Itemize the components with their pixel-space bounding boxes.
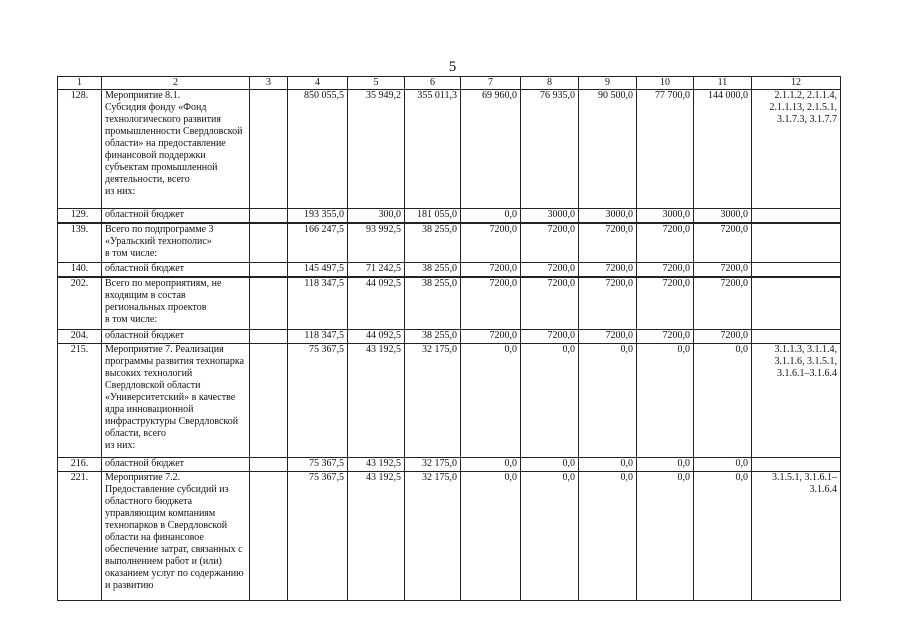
col-7-value: 0,0 <box>461 458 521 472</box>
row-number: 139. <box>58 223 102 263</box>
col-7-value: 0,0 <box>461 209 521 224</box>
col-9-value: 3000,0 <box>579 209 637 224</box>
col-4-value: 850 055,5 <box>288 90 348 209</box>
col-6-value: 32 175,0 <box>405 344 461 458</box>
col-11-value: 3000,0 <box>694 209 752 224</box>
col-10-value: 77 700,0 <box>637 90 694 209</box>
col-9-value: 0,0 <box>579 344 637 458</box>
col-7-value: 7200,0 <box>461 263 521 278</box>
col-10-value: 3000,0 <box>637 209 694 224</box>
col-9-value: 7200,0 <box>579 330 637 344</box>
col-11-value: 0,0 <box>694 344 752 458</box>
col-3-value <box>250 209 288 224</box>
col-9-value: 7200,0 <box>579 263 637 278</box>
col-6-value: 32 175,0 <box>405 472 461 601</box>
col-6-value: 38 255,0 <box>405 330 461 344</box>
table-row <box>58 344 841 458</box>
col-10-value: 7200,0 <box>637 223 694 263</box>
table-row <box>58 472 841 601</box>
col-4-value: 118 347,5 <box>288 277 348 330</box>
col-5-value: 71 242,5 <box>348 263 405 278</box>
col-11-value: 7200,0 <box>694 223 752 263</box>
col-5-value: 44 092,5 <box>348 330 405 344</box>
col-9-value: 7200,0 <box>579 277 637 330</box>
col-7-value: 7200,0 <box>461 223 521 263</box>
col-5-value: 93 992,5 <box>348 223 405 263</box>
header-cell: 8 <box>521 77 579 90</box>
item-name: Всего по подпрограмме 3 «Уральский технополис» в том числе: <box>102 223 250 263</box>
col-9-value: 90 500,0 <box>579 90 637 209</box>
header-cell: 7 <box>461 77 521 90</box>
col-6-value: 32 175,0 <box>405 458 461 472</box>
col-11-value: 7200,0 <box>694 277 752 330</box>
col-10-value: 7200,0 <box>637 330 694 344</box>
item-name: Мероприятие 8.1. Субсидия фонду «Фонд технологического развития промышленности Свердловской области» на предоставление финансовой поддержки субъектам промышленной деятельности, всего из них: <box>102 90 250 209</box>
col-4-value: 193 355,0 <box>288 209 348 224</box>
col-9-value: 0,0 <box>579 472 637 601</box>
row-number: 128. <box>58 90 102 209</box>
table-row <box>58 223 841 263</box>
col-5-value: 35 949,2 <box>348 90 405 209</box>
col-5-value: 44 092,5 <box>348 277 405 330</box>
item-name: областной бюджет <box>102 458 250 472</box>
header-cell: 1 <box>58 77 102 90</box>
row-number: 129. <box>58 209 102 224</box>
col-3-value <box>250 344 288 458</box>
col-7-value: 0,0 <box>461 344 521 458</box>
col-6-value: 181 055,0 <box>405 209 461 224</box>
col-10-value: 0,0 <box>637 344 694 458</box>
col-8-value: 0,0 <box>521 344 579 458</box>
col-10-value: 0,0 <box>637 458 694 472</box>
header-cell: 2 <box>102 77 250 90</box>
row-number: 215. <box>58 344 102 458</box>
col-8-value: 7200,0 <box>521 330 579 344</box>
header-cell: 10 <box>637 77 694 90</box>
table-row <box>58 277 841 330</box>
col-4-value: 75 367,5 <box>288 472 348 601</box>
table-row <box>58 209 841 224</box>
col-8-value: 7200,0 <box>521 223 579 263</box>
table-row <box>58 90 841 209</box>
col-4-value: 145 497,5 <box>288 263 348 278</box>
col-8-value: 7200,0 <box>521 263 579 278</box>
item-name: Мероприятие 7. Реализация программы развития технопарка высоких технологий Свердловской области «Университетский» в качестве ядра инновационной инфраструктуры Свердловской области, всего из них: <box>102 344 250 458</box>
table-row <box>58 458 841 472</box>
page-number: 5 <box>448 59 457 75</box>
row-number: 221. <box>58 472 102 601</box>
item-name: областной бюджет <box>102 263 250 278</box>
col-5-value: 300,0 <box>348 209 405 224</box>
col-7-value: 69 960,0 <box>461 90 521 209</box>
col-11-value: 144 000,0 <box>694 90 752 209</box>
col-4-value: 118 347,5 <box>288 330 348 344</box>
target-indicators <box>752 263 841 278</box>
header-cell: 3 <box>250 77 288 90</box>
item-name: областной бюджет <box>102 330 250 344</box>
col-11-value: 7200,0 <box>694 330 752 344</box>
col-3-value <box>250 330 288 344</box>
col-6-value: 38 255,0 <box>405 223 461 263</box>
header-cell: 11 <box>694 77 752 90</box>
target-indicators <box>752 458 841 472</box>
col-11-value: 0,0 <box>694 458 752 472</box>
column-number-row <box>58 77 841 90</box>
col-7-value: 0,0 <box>461 472 521 601</box>
col-5-value: 43 192,5 <box>348 344 405 458</box>
col-10-value: 7200,0 <box>637 277 694 330</box>
target-indicators: 2.1.1.2, 2.1.1.4, 2.1.1.13, 2.1.5.1, 3.1.7.3, 3.1.7.7 <box>752 90 841 209</box>
col-5-value: 43 192,5 <box>348 458 405 472</box>
col-3-value <box>250 472 288 601</box>
col-8-value: 3000,0 <box>521 209 579 224</box>
col-3-value <box>250 263 288 278</box>
col-3-value <box>250 277 288 330</box>
target-indicators <box>752 223 841 263</box>
col-11-value: 0,0 <box>694 472 752 601</box>
col-11-value: 7200,0 <box>694 263 752 278</box>
col-7-value: 7200,0 <box>461 277 521 330</box>
target-indicators: 3.1.1.3, 3.1.1.4, 3.1.1.6, 3.1.5.1, 3.1.6.1–3.1.6.4 <box>752 344 841 458</box>
target-indicators <box>752 330 841 344</box>
col-10-value: 7200,0 <box>637 263 694 278</box>
target-indicators <box>752 277 841 330</box>
item-name: Всего по мероприятиям, не входящим в состав региональных проектов в том числе: <box>102 277 250 330</box>
item-name: областной бюджет <box>102 209 250 224</box>
col-6-value: 38 255,0 <box>405 263 461 278</box>
col-3-value <box>250 90 288 209</box>
col-6-value: 38 255,0 <box>405 277 461 330</box>
header-cell: 12 <box>752 77 841 90</box>
col-5-value: 43 192,5 <box>348 472 405 601</box>
col-8-value: 76 935,0 <box>521 90 579 209</box>
col-6-value: 355 011,3 <box>405 90 461 209</box>
col-7-value: 7200,0 <box>461 330 521 344</box>
header-cell: 9 <box>579 77 637 90</box>
col-8-value: 7200,0 <box>521 277 579 330</box>
row-number: 202. <box>58 277 102 330</box>
target-indicators <box>752 209 841 224</box>
budget-table <box>57 76 841 601</box>
col-9-value: 7200,0 <box>579 223 637 263</box>
col-4-value: 166 247,5 <box>288 223 348 263</box>
item-name: Мероприятие 7.2. Предоставление субсидий из областного бюджета управляющим компаниям технопарков в Свердловской области на финансовое обеспечение затрат, связанных с выполнением работ и (или) оказанием услуг по содержанию и развитию <box>102 472 250 601</box>
header-cell: 6 <box>405 77 461 90</box>
header-cell: 5 <box>348 77 405 90</box>
row-number: 140. <box>58 263 102 278</box>
table-row <box>58 263 841 278</box>
row-number: 216. <box>58 458 102 472</box>
header-cell: 4 <box>288 77 348 90</box>
table-row <box>58 330 841 344</box>
col-8-value: 0,0 <box>521 458 579 472</box>
col-4-value: 75 367,5 <box>288 458 348 472</box>
target-indicators: 3.1.5.1, 3.1.6.1–3.1.6.4 <box>752 472 841 601</box>
col-4-value: 75 367,5 <box>288 344 348 458</box>
row-number: 204. <box>58 330 102 344</box>
col-3-value <box>250 223 288 263</box>
col-10-value: 0,0 <box>637 472 694 601</box>
col-9-value: 0,0 <box>579 458 637 472</box>
col-3-value <box>250 458 288 472</box>
col-8-value: 0,0 <box>521 472 579 601</box>
